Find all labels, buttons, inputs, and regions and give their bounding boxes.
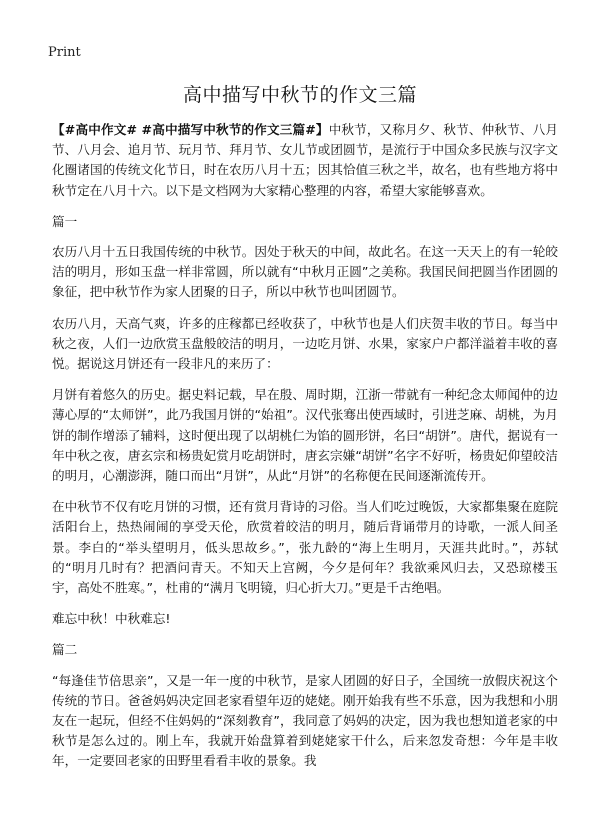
article-body [52, 120, 558, 783]
section-heading-1: 篇一 [52, 213, 78, 229]
paragraph: “每逢佳节倍思亲”，又是一年一度的中秋节，是家人团圆的好日子，全国统一放假庆祝这个传统的节日。爸爸妈妈决定回老家看望年迈的姥姥。刚开始我有些不乐意，因为我想和小朋友在一起玩，但经不住妈妈的“深刻教育”，我同意了妈妈的决定，因为我也想知道老家的中秋节是怎么过的。刚上车，我就开始盘算着到姥姥家干什么，后来忽发奇想：今年是丰收年，一定要回老家的田野里看看丰收的景象。我 [52, 672, 558, 769]
print-link[interactable]: Print [48, 45, 81, 60]
intro-paragraph [52, 120, 558, 201]
intro-tags[interactable]: 【#高中作文# #高中描写中秋节的作文三篇#】 [52, 122, 329, 137]
paragraph: 农历八月十五日我国传统的中秋节。因处于秋天的中间，故此名。在这一天天上的有一轮皎洁的明月，形如玉盘一样非常圆，所以就有“中秋月正圆”之美称。我国民间把圆当作团圆的象征，把中秋节作为家人团聚的日子，所以中秋节也叫团圆节。 [52, 244, 558, 300]
paragraph: 农历八月，天高气爽，许多的庄稼都已经收获了，中秋节也是人们庆贺丰收的节日。每当中秋之夜，人们一边欣赏玉盘般皎洁的明月，一边吃月饼、水果，家家户户都洋溢着丰收的喜悦。据说这月饼还有一段非凡的来历了： [52, 315, 558, 372]
section-heading-2: 篇二 [52, 642, 78, 658]
paragraph: 难忘中秋！中秋难忘! [52, 611, 171, 627]
intro-text: 中秋节，又称月夕、秋节、仲秋节、八月节、八月会、追月节、玩月节、拜月节、女儿节或团圆节，是流行于中国众多民族与汉字文化圈诸国的传统文化节日，时在农历八月十五；因其恰值三秋之半，故名，也有些地方将中秋节定在八月十六。以下是文档网为大家精心整理的内容，希望大家能够喜欢。 [52, 122, 559, 198]
page-title: 高中描写中秋节的作文三篇 [182, 84, 417, 106]
paragraph: 在中秋节不仅有吃月饼的习惯，还有赏月背诗的习俗。当人们吃过晚饭，大家都集聚在庭院活阳台上，热热闹闹的享受天伦，欣赏着皎洁的明月，随后背诵带月的诗歌，一派人间圣景。李白的“举头望明月，低头思故乡。”，张九龄的“海上生明月，天涯共此时。”，苏轼的“明月几时有？把酒问青天。不知天上宫阙，今夕是何年？我欲乘风归去，又恐琼楼玉宇，高处不胜寒。”，杜甫的“满月飞明镜，归心折大刀。”更是千古绝唱。 [52, 499, 558, 596]
paragraph: 月饼有着悠久的历史。据史料记载，早在殷、周时期，江浙一带就有一种纪念太师闻仲的边薄心厚的“太师饼”，此乃我国月饼的“始祖”。汉代张骞出使西域时，引进芝麻、胡桃，为月饼的制作增添了辅料，这时便出现了以胡桃仁为馅的圆形饼，名曰“胡饼”。唐代，据说有一年中秋之夜，唐玄宗和杨贵妃赏月吃胡饼时，唐玄宗嫌“胡饼”名字不好听，杨贵妃仰望皎洁的明月，心潮澎湃，随口而出“月饼”，从此“月饼”的名称便在民间逐渐流传开。 [52, 387, 558, 484]
